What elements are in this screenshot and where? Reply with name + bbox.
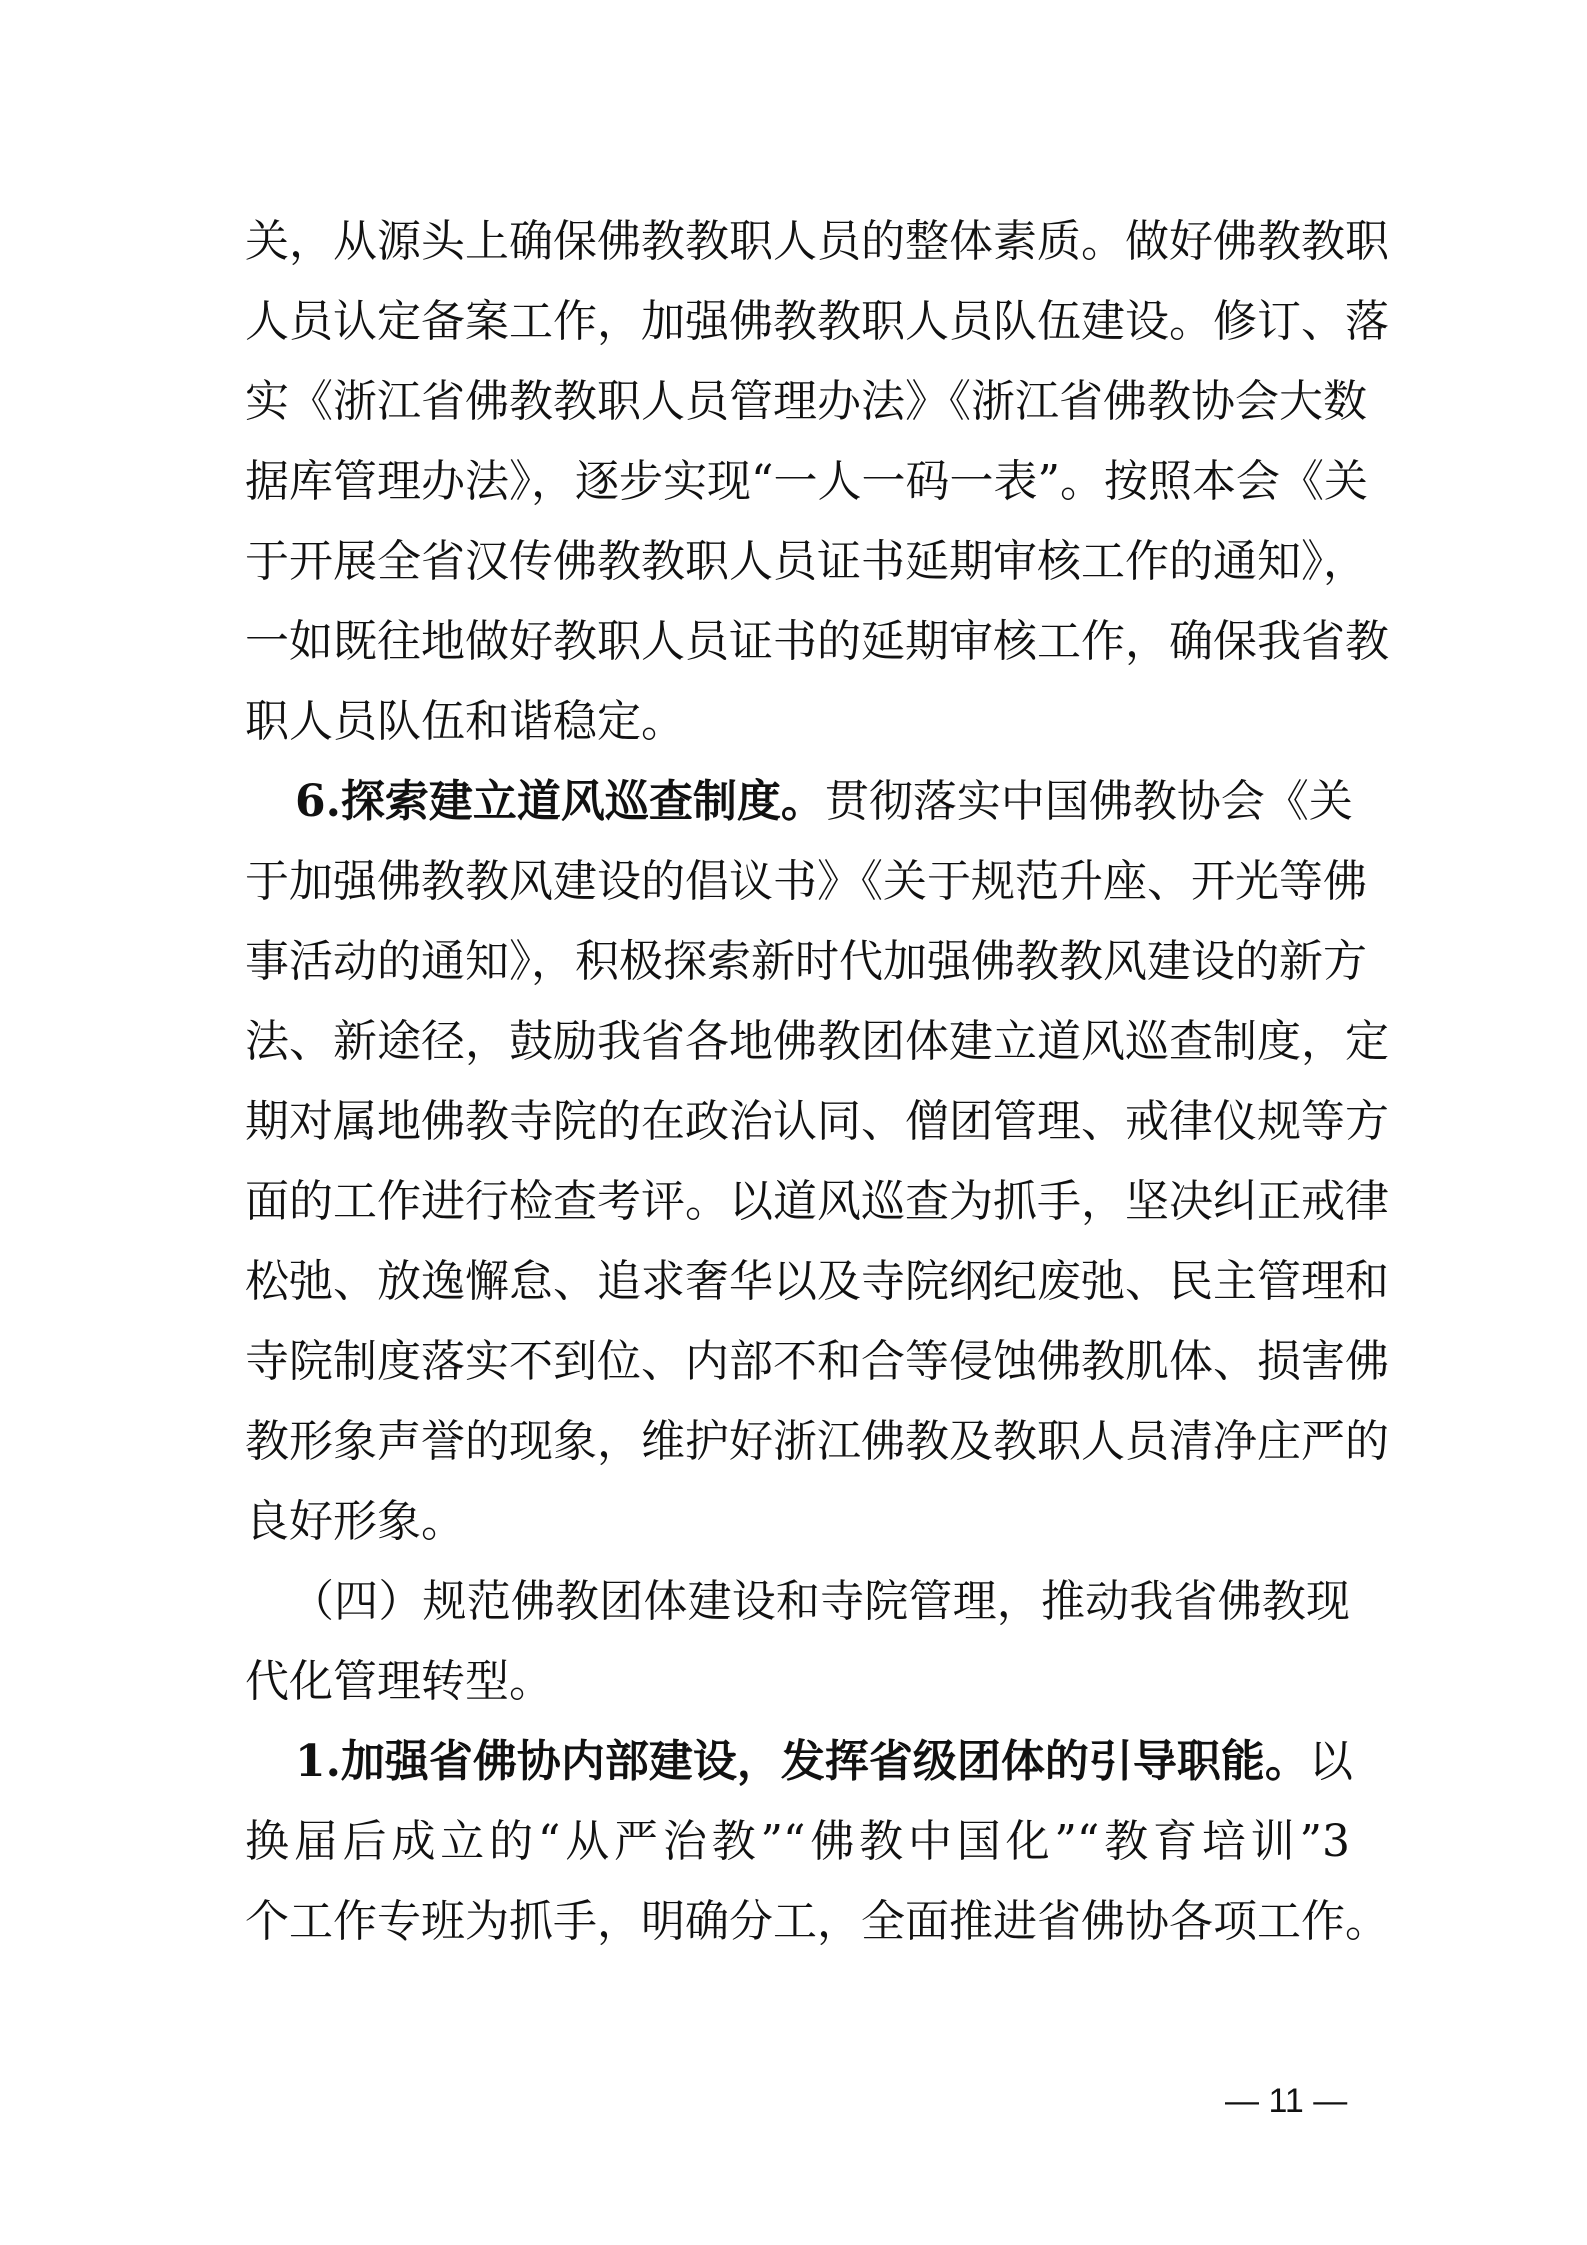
paragraph-line: 据库管理办法》，逐步实现“一人一码一表”。按照本会《关 bbox=[245, 456, 1368, 507]
paragraph-line: 关，从源头上确保佛教教职人员的整体素质。做好佛教教职 bbox=[245, 216, 1389, 267]
paragraph-line: 寺院制度落实不到位、内部不和合等侵蚀佛教肌体、损害佛 bbox=[245, 1336, 1389, 1387]
section-4-heading: （四）规范佛教团体建设和寺院管理，推动我省佛教现 bbox=[290, 1576, 1350, 1627]
paragraph-line: 个工作专班为抓手，明确分工，全面推进省佛协各项工作。 bbox=[245, 1896, 1389, 1947]
section-4-heading-cont: 代化管理转型。 bbox=[245, 1656, 553, 1707]
section-6-heading: 6.探索建立道风巡查制度。 bbox=[295, 776, 825, 827]
paragraph-line: 法、新途径，鼓励我省各地佛教团体建立道风巡查制度，定 bbox=[245, 1016, 1389, 1067]
paragraph-line: 良好形象。 bbox=[245, 1496, 465, 1547]
paragraph-line: 换届后成立的“从严治教”“佛教中国化”“教育培训”3 bbox=[245, 1816, 1350, 1867]
paragraph-line: 一如既往地做好教职人员证书的延期审核工作，确保我省教 bbox=[245, 616, 1389, 667]
section-6-first-line bbox=[295, 772, 1353, 832]
paragraph-line: 教形象声誉的现象，维护好浙江佛教及教职人员清净庄严的 bbox=[245, 1416, 1389, 1467]
section-6-text: 贯彻落实中国佛教协会《关 bbox=[824, 776, 1353, 827]
paragraph-line: 于开展全省汉传佛教教职人员证书延期审核工作的通知》， bbox=[245, 536, 1367, 587]
paragraph-line: 事活动的通知》，积极探索新时代加强佛教教风建设的新方 bbox=[245, 936, 1367, 987]
page-number: — 11 — bbox=[1225, 2082, 1348, 2120]
paragraph-line: 面的工作进行检查考评。以道风巡查为抓手，坚决纠正戒律 bbox=[245, 1176, 1389, 1227]
item-1-heading: 1.加强省佛协内部建设，发挥省级团体的引导职能。 bbox=[295, 1736, 1309, 1787]
paragraph-line: 职人员队伍和谐稳定。 bbox=[245, 696, 685, 747]
paragraph-line: 实《浙江省佛教教职人员管理办法》《浙江省佛教协会大数 bbox=[245, 376, 1367, 427]
item-1-first-line bbox=[295, 1732, 1353, 1792]
paragraph-line: 人员认定备案工作，加强佛教教职人员队伍建设。修订、落 bbox=[245, 296, 1389, 347]
paragraph-line: 松弛、放逸懈怠、追求奢华以及寺院纲纪废弛、民主管理和 bbox=[245, 1256, 1389, 1307]
paragraph-line: 于加强佛教教风建设的倡议书》《关于规范升座、开光等佛 bbox=[245, 856, 1367, 907]
paragraph-line: 期对属地佛教寺院的在政治认同、僧团管理、戒律仪规等方 bbox=[245, 1096, 1389, 1147]
item-1-text: 以 bbox=[1308, 1736, 1353, 1787]
